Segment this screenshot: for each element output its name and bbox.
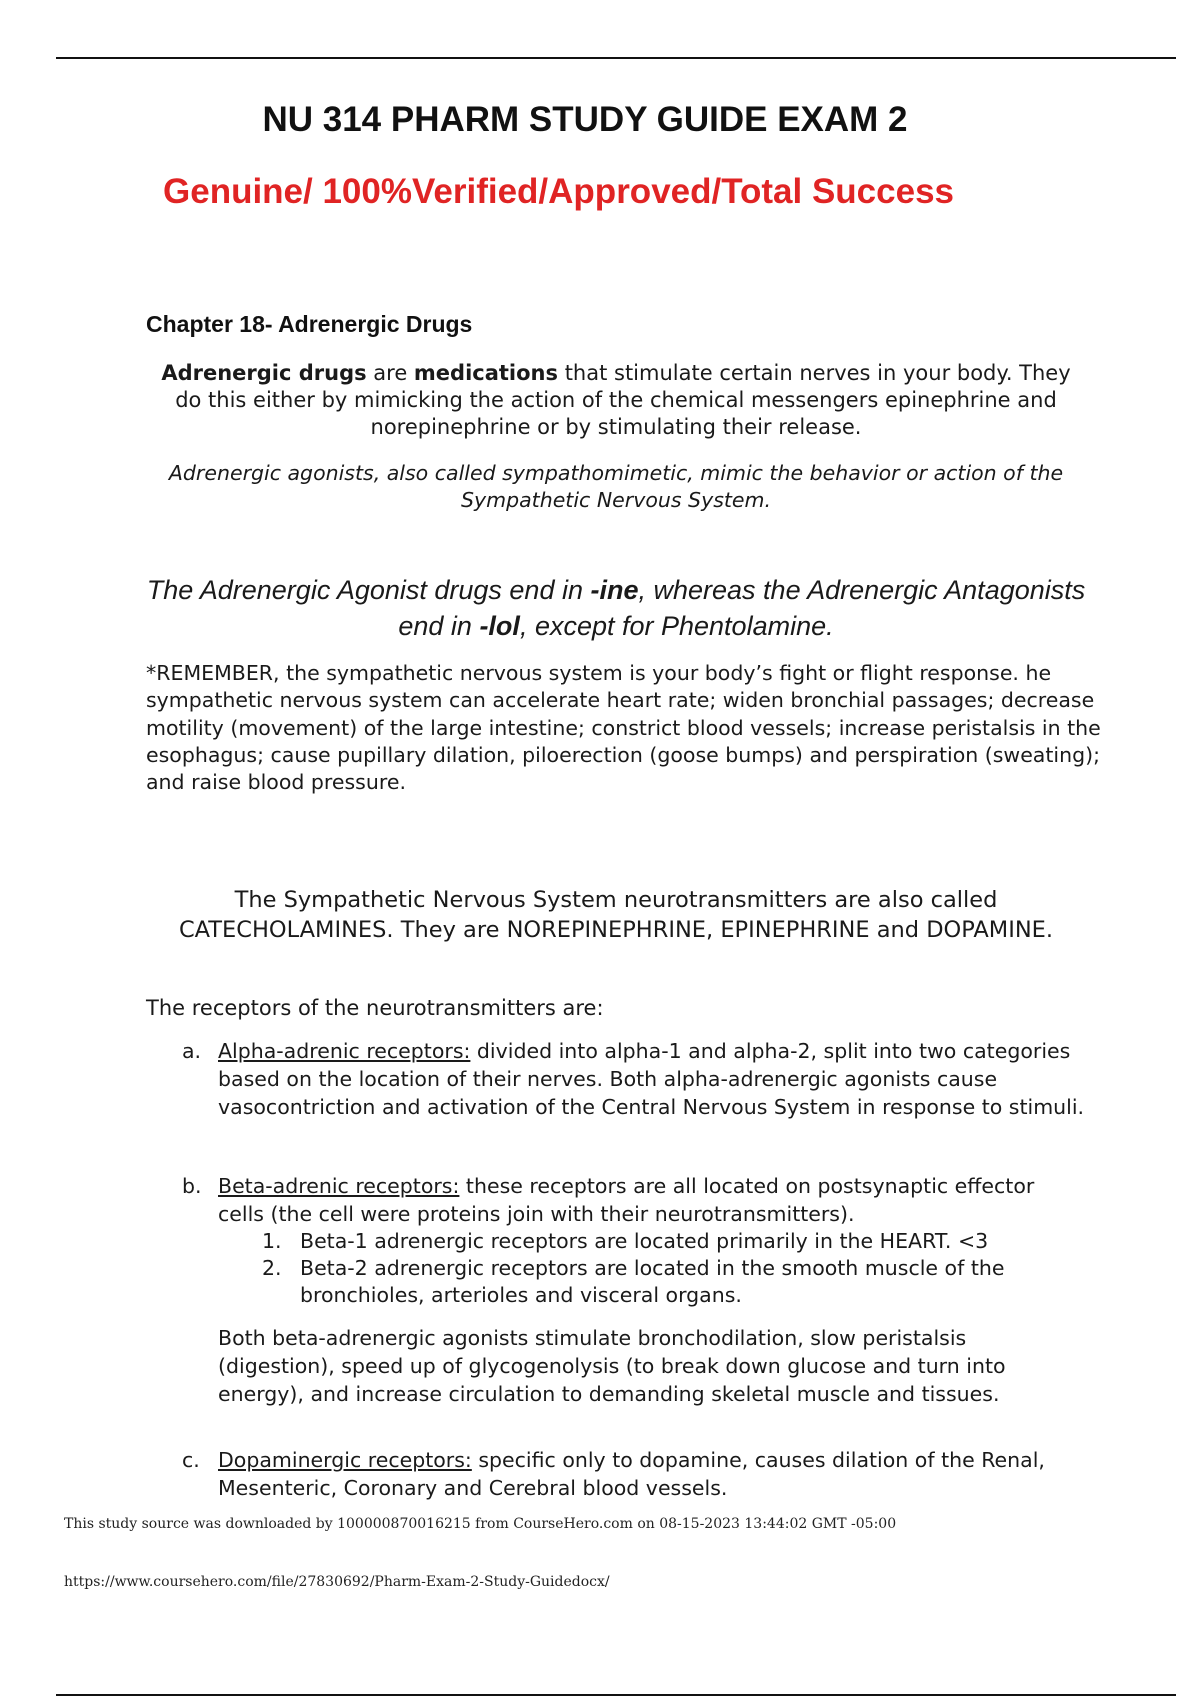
agonists-definition: Adrenergic agonists, also called sympathomimetic, mimic the behavior or action of the Sympathetic Nervous System. xyxy=(168,461,1064,512)
dopaminergic-receptors-text: specific only to dopamine, causes dilation of the Renal, Mesenteric, Coronary and Cerebral blood vessels. xyxy=(218,1448,1045,1500)
term-adrenergic-drugs: Adrenergic drugs xyxy=(161,361,367,385)
suffix-lol: -lol xyxy=(479,611,520,641)
intro-text-2: that stimulate certain nerves in your body. They do this either by mimicking the action of the chemical messengers epinephrine and norepinephrine or by stimulating their release. xyxy=(175,361,1071,439)
receptors-intro: The receptors of the neurotransmitters are: xyxy=(146,996,604,1020)
list-marker: b. xyxy=(182,1174,202,1198)
term-medications: medications xyxy=(413,361,559,385)
sublist-item-beta-2 xyxy=(218,1255,1086,1309)
suffix-note-part-2: , whereas the Adrenergic Antagonists end in xyxy=(398,575,1086,641)
document-subtitle: Genuine/ 100%Verified/Approved/Total Success xyxy=(163,172,955,211)
suffix-ine: -ine xyxy=(590,575,639,605)
list-marker: a. xyxy=(182,1039,202,1063)
list-item-beta xyxy=(146,1172,1086,1408)
beta-2-text: Beta-2 adrenergic receptors are located in the smooth muscle of the bronchioles, arterioles and visceral organs. xyxy=(300,1256,1005,1307)
beta-summary: Both beta-adrenergic agonists stimulate bronchodilation, slow peristalsis (digestion), speed up of glycogenolysis (to break down glucose and turn into energy), and increase circulation to demanding skeletal muscle and tissues. xyxy=(218,1326,1006,1406)
bottom-divider xyxy=(56,1694,1176,1696)
intro-paragraph xyxy=(146,360,1086,441)
sublist-item-beta-1 xyxy=(218,1228,1086,1255)
beta-1-text: Beta-1 adrenergic receptors are located primarily in the HEART. <3 xyxy=(300,1229,989,1253)
intro-text-1: are xyxy=(366,361,414,385)
remember-paragraph: *REMEMBER, the sympathetic nervous system is your body’s fight or flight response. he sympathetic nervous system can accelerate heart rate; widen bronchial passages; decrease motility (movement) of the large intestine; constrict blood vessels; increase peristalsis in the esophagus; cause pupillary dilation, piloerection (goose bumps) and perspiration (sweating); and raise blood pressure. xyxy=(146,661,1101,795)
sublist-number: 1. xyxy=(262,1229,282,1253)
beta-sublist xyxy=(218,1228,1086,1309)
beta-receptors-text: these receptors are all located on postsynaptic effector cells (the cell were proteins join with their neurotransmitters). xyxy=(218,1174,1035,1226)
suffix-note-part-3: , except for Phentolamine. xyxy=(519,611,834,641)
suffix-note xyxy=(146,572,1086,644)
download-source-note: This study source was downloaded by 100000870016215 from CourseHero.com on 08-15-2023 13:44:02 GMT -05:00 xyxy=(64,1516,897,1532)
dopaminergic-receptors-label: Dopaminergic receptors: xyxy=(218,1448,472,1472)
catecholamines-paragraph: The Sympathetic Nervous System neurotransmitters are also called CATECHOLAMINES. They are NOREPINEPHRINE, EPINEPHRINE and DOPAMINE. xyxy=(178,887,1054,943)
beta-receptors-label: Beta-adrenic receptors: xyxy=(218,1174,460,1198)
alpha-receptors-text: divided into alpha-1 and alpha-2, split into two categories based on the location of their nerves. Both alpha-adrenergic agonists cause vasocontriction and activation of the Central Nervous System in response to stimuli. xyxy=(218,1039,1085,1119)
list-item-dopaminergic xyxy=(146,1446,1086,1502)
suffix-note-part-1: The Adrenergic Agonist drugs end in xyxy=(146,575,591,605)
source-url[interactable]: https://www.coursehero.com/file/27830692/Pharm-Exam-2-Study-Guidedocx/ xyxy=(64,1574,610,1590)
alpha-receptors-label: Alpha-adrenic receptors: xyxy=(218,1039,471,1063)
list-marker: c. xyxy=(182,1448,200,1472)
document-title: NU 314 PHARM STUDY GUIDE EXAM 2 xyxy=(262,100,908,139)
chapter-heading: Chapter 18- Adrenergic Drugs xyxy=(146,311,473,337)
top-divider xyxy=(56,57,1176,59)
list-item-alpha xyxy=(146,1037,1086,1121)
sublist-number: 2. xyxy=(262,1256,282,1280)
